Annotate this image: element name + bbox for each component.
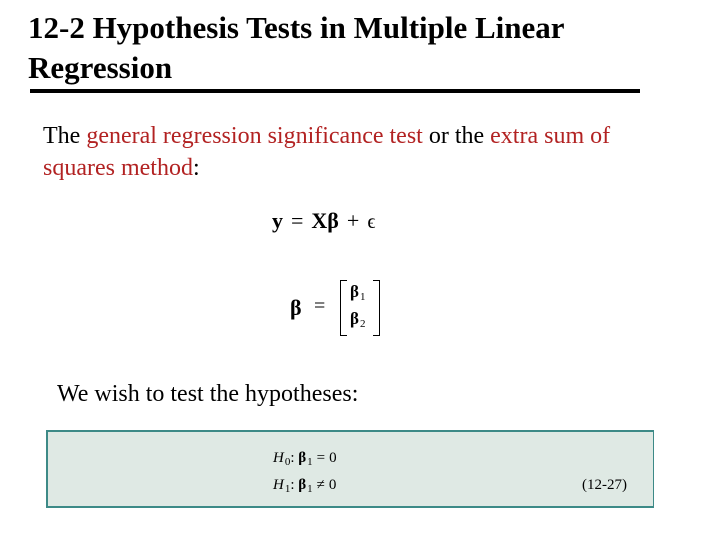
left-bracket bbox=[340, 280, 347, 336]
intro-paragraph bbox=[43, 120, 643, 184]
epsilon-term: ϵ bbox=[367, 211, 376, 233]
title-underline bbox=[30, 89, 640, 93]
beta-vector: β bbox=[290, 295, 302, 320]
intro-text-2: or the bbox=[422, 123, 491, 149]
y-vector: y bbox=[272, 208, 283, 233]
beta-partition-equation bbox=[290, 280, 400, 338]
intro-text-1: The bbox=[43, 123, 87, 149]
slide-title: 12-2 Hypothesis Tests in Multiple Linear Regression bbox=[28, 10, 564, 85]
model-equation bbox=[272, 208, 375, 234]
plus-sign: + bbox=[346, 208, 360, 233]
right-bracket bbox=[373, 280, 380, 336]
hypotheses-box bbox=[46, 430, 654, 508]
general-regression-test-term: general regression significance test bbox=[86, 123, 423, 149]
null-hypothesis: $H_0$: $\beta_1 = 0$ bbox=[273, 450, 337, 468]
partitioned-vector bbox=[340, 280, 380, 336]
hypotheses-intro-text: We wish to test the hypotheses: bbox=[57, 381, 359, 407]
intro-colon: : bbox=[192, 155, 200, 181]
equals-sign: = bbox=[291, 208, 304, 233]
alternative-hypothesis: $H_1$: $\beta_1 \ne 0$ bbox=[273, 477, 337, 495]
equals-sign-2: = bbox=[314, 295, 326, 317]
beta-1-entry: $\beta_1$ bbox=[350, 282, 366, 303]
x-beta-term: Xβ bbox=[311, 208, 339, 233]
extra-sum-of-squares-term: extra sum of squares method bbox=[43, 123, 611, 181]
beta-2-entry: $\beta_2$ bbox=[350, 309, 366, 330]
equation-number: (12-27) bbox=[582, 477, 627, 493]
